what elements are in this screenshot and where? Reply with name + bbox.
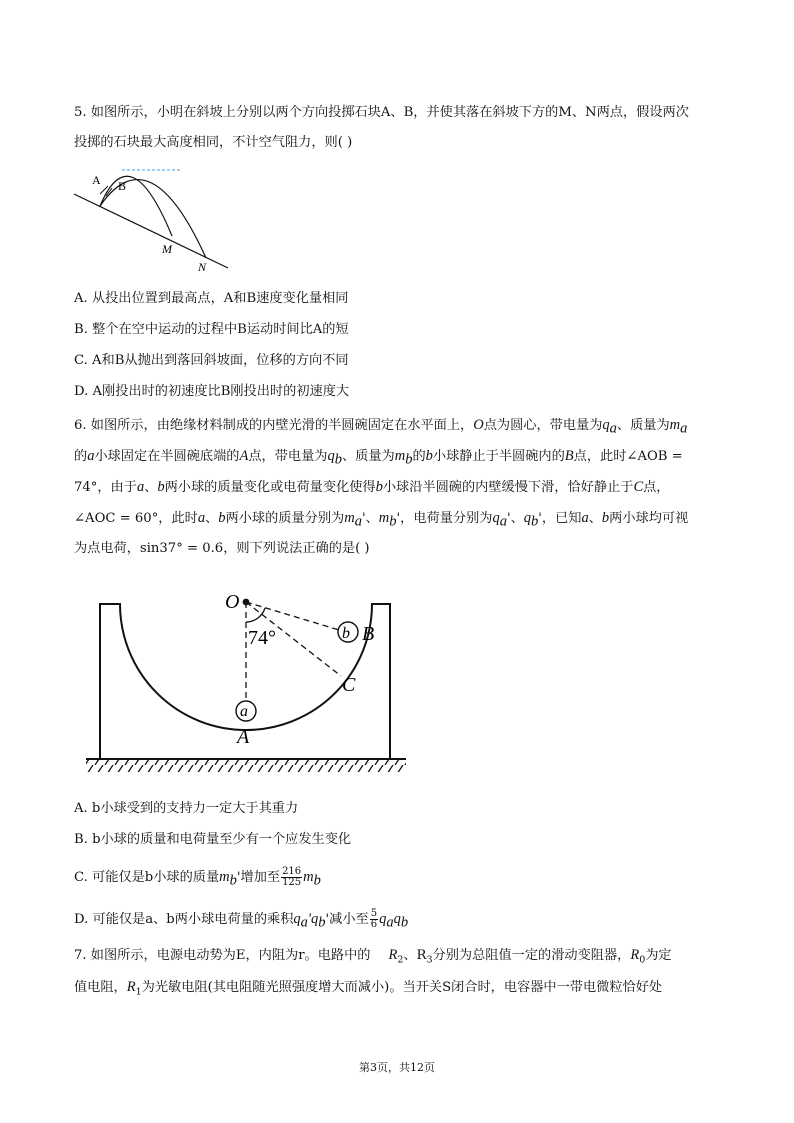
q7-stem-line2: 值电阻，$R_1$为光敏电阻(其电阻随光照强度增大而减小)。当开关S闭合时，电容器中一带电微粒恰好处: [74, 979, 663, 998]
q5-label-n: N: [198, 260, 207, 274]
q6-label-ball-a: a: [240, 703, 248, 720]
q6-label-ball-b: b: [342, 625, 350, 642]
q5-option-b: B. 整个在空中运动的过程中B运动时间比A的短: [74, 322, 349, 337]
q6-stem-line5: 为点电荷，sin37° = 0.6，则下列说法正确的是( ): [74, 541, 370, 556]
q6-option-d: D. 可能仅是a、b两小球电荷量的乘积$q_a'q_b'$减小至 $\frac{5}{6}$ $q_aq_b$: [74, 908, 409, 931]
q6-stem-line1: 6. 如图所示，由绝缘材料制成的内壁光滑的半圆碗固定在水平面上，O点为圆心，带电量为$q_a$、质量为$m_a$: [74, 417, 688, 437]
q5-option-d: D. A刚投出时的初速度比B刚投出时的初速度大: [74, 384, 350, 399]
q6-stem-line3: 74°，由于a、b两小球的质量变化或电荷量变化使得b小球沿半圆碗的内壁缓慢下滑，恰好静止于C点，: [74, 479, 670, 495]
q5-option-c: C. A和B从抛出到落回斜坡面，位移的方向不同: [74, 353, 349, 368]
q6-ground-hatch: [86, 760, 406, 772]
q5-figure: [70, 164, 240, 276]
q5-label-b: B: [118, 179, 127, 193]
q5-trajectory-a: [100, 176, 172, 236]
q6-option-c-fraction: $\frac{216}{125}$: [282, 866, 302, 888]
q6-figure: [84, 585, 409, 780]
q5-stem-line2: 投掷的石块最大高度相同，不计空气阻力，则( ): [74, 135, 353, 150]
q5-option-a: A. 从投出位置到最高点，A和B速度变化量相同: [74, 291, 349, 306]
q5-trajectory-b: [100, 180, 206, 258]
q6-option-b: B. b小球的质量和电荷量至少有一个应发生变化: [74, 832, 352, 847]
q6-stem-line2: 的a小球固定在半圆碗底端的A点，带电量为$q_b$、质量为$m_b$的b小球静止于半圆碗内的B点，此时∠AOB =: [74, 448, 683, 468]
q6-center-point: [243, 599, 250, 606]
q7-stem-line1: 7. 如图所示，电源电动势为E，内阻为r。电路中的 $R_2$、$R_3$分别为总阻值一定的滑动变阻器，$R_0$为定: [74, 947, 672, 966]
q5-label-a: A: [92, 173, 101, 187]
q5-label-m: M: [162, 242, 172, 256]
q6-stem-line4: ∠AOC = 60°，此时a、b两小球的质量分别为$m_a'$、$m_b'$，电荷量分别为$q_a'$、$q_b'$，已知a、b两小球均可视: [74, 510, 689, 530]
q6-option-d-fraction: $\frac{5}{6}$: [370, 908, 378, 930]
q6-label-angle: 74°: [248, 627, 276, 649]
q6-option-c: C. 可能仅是b小球的质量$m_b'$增加至 $\frac{216}{125}$ $m_b$: [74, 866, 321, 889]
q5-stem-line1: 5. 如图所示，小明在斜坡上分别以两个方向投掷石块A、B，并使其落在斜坡下方的M、N两点，假设两次: [74, 105, 689, 120]
q6-label-a: A: [237, 726, 250, 748]
q6-option-a: A. b小球受到的支持力一定大于其重力: [74, 801, 299, 816]
q6-label-b: B: [362, 623, 375, 645]
q6-label-o: O: [225, 591, 240, 613]
page-footer: 第3页，共12页: [359, 1061, 435, 1074]
q6-label-c: C: [342, 674, 356, 696]
